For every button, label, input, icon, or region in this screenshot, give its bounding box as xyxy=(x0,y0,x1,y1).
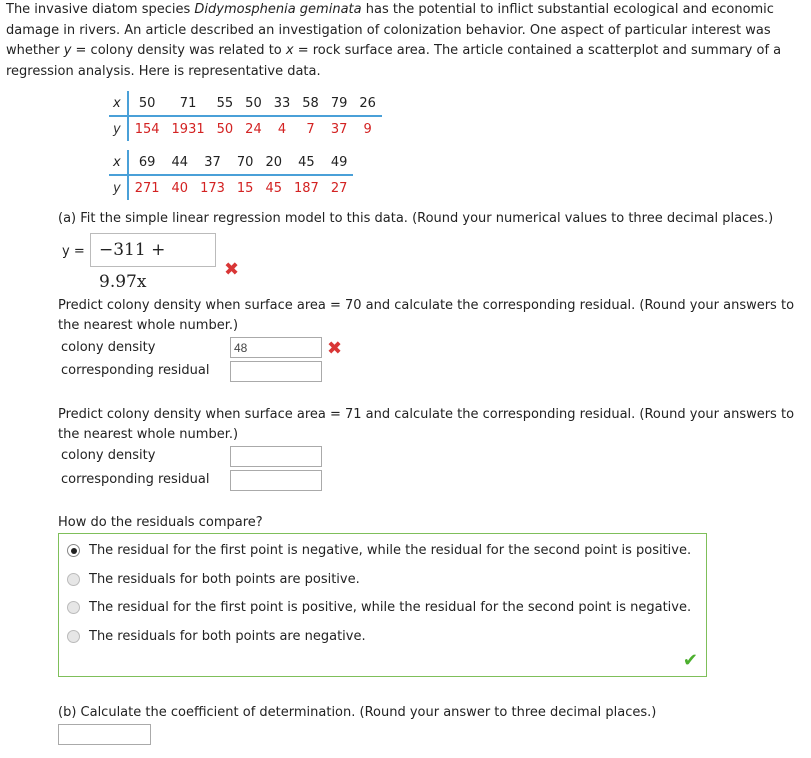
y-cell: 45 xyxy=(265,180,282,196)
choice-label: The residuals for both points are negative. xyxy=(89,629,366,644)
radio-selected[interactable] xyxy=(67,544,80,557)
table1-x-row xyxy=(109,91,382,116)
y-cell: 271 xyxy=(134,180,160,196)
incorrect-icon: ✖ xyxy=(224,259,240,280)
choice-option-3[interactable] xyxy=(67,600,691,615)
y-header: y xyxy=(109,175,128,200)
x-cell: 55 xyxy=(211,91,240,116)
correct-check-icon: ✔ xyxy=(682,650,698,671)
x-cell: 20 xyxy=(259,150,288,175)
colony-density-label: colony density xyxy=(61,340,156,355)
x-cell: 58 xyxy=(296,91,325,116)
incorrect-icon: ✖ xyxy=(327,338,343,359)
choice-option-1[interactable] xyxy=(67,543,691,558)
intro-text-1: The invasive diatom species xyxy=(6,2,195,17)
problem-intro xyxy=(6,0,806,82)
predict1-question: Predict colony density when surface area = 70 and calculate the corresponding residual. (Round your answers to the nearest whole number.) xyxy=(58,298,795,333)
y-cell: 50 xyxy=(216,121,234,137)
colony-density-label: colony density xyxy=(61,448,156,463)
y-cell: 7 xyxy=(306,121,315,137)
x-cell: 49 xyxy=(325,150,354,175)
colony-density-input-2[interactable] xyxy=(230,446,322,467)
x-cell: 79 xyxy=(325,91,354,116)
y-cell: 24 xyxy=(245,121,262,137)
y-variable: y xyxy=(63,43,72,58)
radio-unselected[interactable] xyxy=(67,601,80,614)
x-cell: 37 xyxy=(194,150,231,175)
x-cell: 45 xyxy=(288,150,325,175)
x-cell: 50 xyxy=(128,91,166,116)
predict2-question: Predict colony density when surface area = 71 and calculate the corresponding residual. (Round your answers to the nearest whole number.) xyxy=(58,407,795,442)
data-table-1 xyxy=(109,91,382,141)
y-cell: 187 xyxy=(294,180,319,196)
choice-label: The residual for the first point is negative, while the residual for the second point is positive. xyxy=(89,543,692,558)
intro-text-2: has the potential to inflict substantial ecological and economic damage in rivers. An article described an investigation of colonization behavior. One aspect of particular interest was whether xyxy=(6,2,774,58)
equation-label: y = xyxy=(62,244,85,259)
coefficient-determination-input[interactable] xyxy=(58,724,151,745)
x-cell: 70 xyxy=(231,150,260,175)
choice-option-4[interactable] xyxy=(67,629,366,644)
y-cell: 27 xyxy=(330,180,348,196)
intro-text-4: = rock surface area. The article contained a scatterplot and summary of a regression analysis. Here is representative data. xyxy=(6,43,782,79)
x-cell: 69 xyxy=(128,150,166,175)
regression-equation-answer[interactable]: −311 + 9.97x xyxy=(90,233,216,267)
radio-unselected[interactable] xyxy=(67,573,80,586)
x-cell: 50 xyxy=(239,91,268,116)
x-cell: 71 xyxy=(166,91,211,116)
x-cell: 26 xyxy=(353,91,382,116)
y-cell: 40 xyxy=(171,180,189,196)
y-cell: 154 xyxy=(134,121,160,137)
y-cell: 173 xyxy=(200,180,225,196)
y-cell: 1931 xyxy=(171,121,205,137)
part-a-question: (a) Fit the simple linear regression model to this data. (Round your numerical values to three decimal places.) xyxy=(58,211,774,226)
data-table-2 xyxy=(109,150,353,200)
x-header: x xyxy=(109,150,128,175)
x-cell: 33 xyxy=(268,91,297,116)
residual-input-2[interactable] xyxy=(230,470,322,491)
colony-density-input-1[interactable] xyxy=(230,337,322,358)
y-cell: 4 xyxy=(277,121,287,137)
table2-y-row xyxy=(109,175,353,200)
x-cell: 44 xyxy=(166,150,195,175)
part-b-question: (b) Calculate the coefficient of determination. (Round your answer to three decimal places.) xyxy=(58,705,657,720)
residual-label: corresponding residual xyxy=(61,363,210,378)
table2-x-row xyxy=(109,150,353,175)
y-header: y xyxy=(109,116,128,141)
radio-unselected[interactable] xyxy=(67,630,80,643)
x-header: x xyxy=(109,91,128,116)
table1-y-row xyxy=(109,116,382,141)
y-cell: 15 xyxy=(236,180,254,196)
residual-compare-choices xyxy=(58,533,707,677)
choice-label: The residuals for both points are positive. xyxy=(89,572,360,587)
residual-label: corresponding residual xyxy=(61,472,210,487)
residual-input-1[interactable] xyxy=(230,361,322,382)
choice-option-2[interactable] xyxy=(67,572,360,587)
compare-question: How do the residuals compare? xyxy=(58,515,263,530)
choice-label: The residual for the first point is positive, while the residual for the second point is negative. xyxy=(89,600,692,615)
intro-text-3: = colony density was related to xyxy=(71,43,286,58)
y-cell: 37 xyxy=(330,121,348,137)
species-name: Didymosphenia geminata xyxy=(194,2,362,17)
y-cell: 9 xyxy=(363,121,372,137)
x-variable: x xyxy=(285,43,294,58)
